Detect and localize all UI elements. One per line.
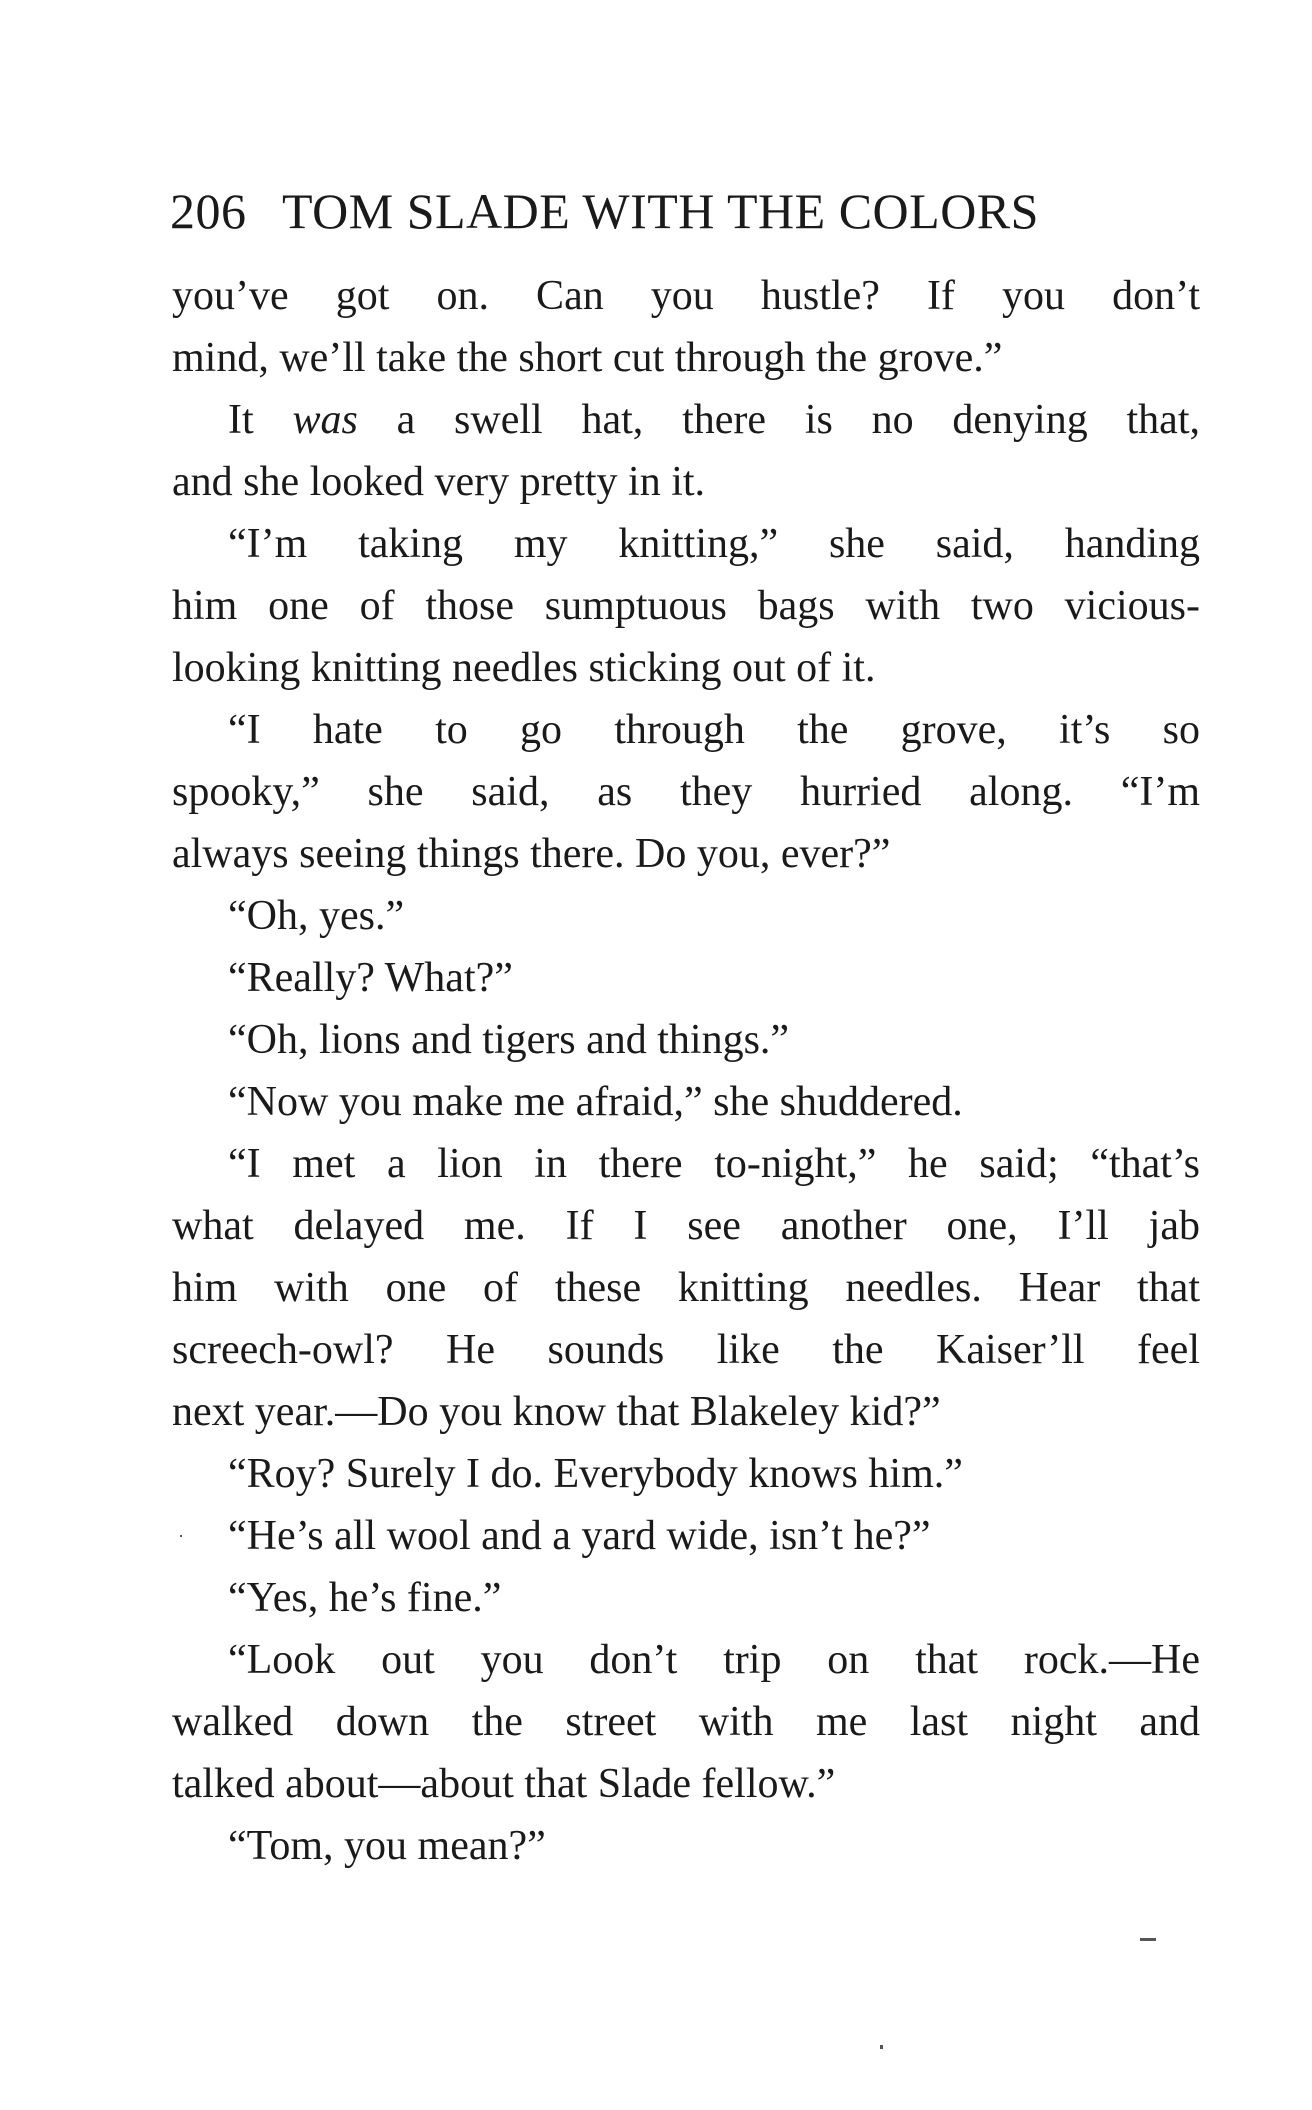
text-line: “Yes, he’s fine.” [228, 1575, 502, 1621]
text-line: looking knitting needles sticking out of it. [172, 645, 876, 691]
running-header [170, 180, 1190, 242]
body-text [172, 265, 1200, 1877]
text-line [172, 389, 1200, 451]
page-number: 206 [170, 183, 247, 239]
text-line: “Tom, you mean?” [228, 1823, 546, 1869]
text-line: mind, we’ll take the short cut through the grove.” [172, 335, 1003, 381]
text-line: “Roy? Surely I do. Everybody knows him.” [228, 1451, 963, 1497]
text-line: “Oh, lions and tigers and things.” [228, 1017, 790, 1063]
text-run: a swell hat, there is no denying that, [357, 397, 1200, 443]
italic-emphasis: was [292, 397, 358, 443]
text-line: him one of those sumptuous bags with two vicious- [172, 583, 1200, 629]
print-speck [880, 2045, 883, 2049]
text-line: next year.—Do you know that Blakeley kid?” [172, 1389, 941, 1435]
print-speck [1140, 1938, 1156, 1941]
text-line: what delayed me. If I see another one, I’ll jab [172, 1203, 1200, 1249]
text-line: “He’s all wool and a yard wide, isn’t he?” [228, 1513, 931, 1559]
text-line: and she looked very pretty in it. [172, 459, 706, 505]
text-line: “Now you make me afraid,” she shuddered. [228, 1079, 963, 1125]
text-line: “I hate to go through the grove, it’s so [228, 707, 1200, 753]
text-line: you’ve got on. Can you hustle? If you don’t [172, 273, 1200, 319]
running-title: TOM SLADE WITH THE COLORS [282, 183, 1039, 239]
text-run: It [228, 397, 293, 443]
text-line: always seeing things there. Do you, ever?” [172, 831, 891, 877]
text-line: talked about—about that Slade fellow.” [172, 1761, 836, 1807]
text-line: walked down the street with me last night and [172, 1699, 1200, 1745]
text-line: “I met a lion in there to-night,” he said; “that’s [228, 1141, 1200, 1187]
text-line: “Look out you don’t trip on that rock.—He [228, 1637, 1200, 1683]
text-line: spooky,” she said, as they hurried along. “I’m [172, 769, 1200, 815]
text-line: “Really? What?” [228, 955, 513, 1001]
text-line: him with one of these knitting needles. Hear that [172, 1265, 1200, 1311]
text-line: screech-owl? He sounds like the Kaiser’ll feel [172, 1327, 1200, 1373]
text-line: “I’m taking my knitting,” she said, handing [228, 521, 1200, 567]
text-line: “Oh, yes.” [228, 893, 405, 939]
print-speck [180, 1535, 182, 1537]
